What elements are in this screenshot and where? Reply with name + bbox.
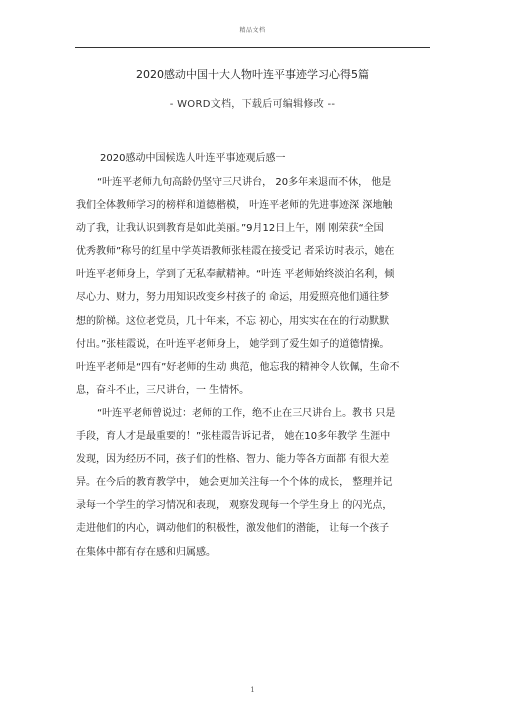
text-line: 优秀教师”称号的红星中学英语教师张桂霞在接受记 者采访时表示，她在 bbox=[76, 246, 395, 258]
body-text bbox=[76, 171, 432, 564]
text-line: 走进他们的内心，调动他们的积极性，激发他们的潜能， 让每一个孩子 bbox=[76, 523, 390, 535]
text-line: 手段，育人才是最重要的！”张桂霞告诉记者， 她在10多年教学 生涯中 bbox=[76, 431, 391, 443]
text-line: 叶连平老师是“四有”好老师的生动 典范，他忘我的精神令人钦佩，生命不 bbox=[76, 361, 400, 373]
document-subtitle: - WORD文档，下载后可编辑修改 -- bbox=[169, 99, 336, 110]
text-line: 异。在今后的教育教学中， 她会更加关注每一个个体的成长， 整理并记 bbox=[76, 477, 393, 489]
text-line: 录每一个学生的学习情况和表现， 观察发现每一个学生身上 的闪光点， bbox=[76, 500, 393, 512]
text-line: “叶连平老师曾说过：老师的工作，绝不止在三尺讲台上。教书 只是 bbox=[97, 407, 396, 419]
document-title: 2020感动中国十大人物叶连平事迹学习心得5篇 bbox=[136, 68, 369, 81]
page-number: 1 bbox=[250, 686, 255, 694]
text-line: “叶连平老师九旬高龄仍坚守三尺讲台， 20多年来退而不休， 他是 bbox=[97, 177, 392, 188]
text-line: 发现，因为经历不同，孩子们的性格、智力、能力等各方面都 有很大差 bbox=[76, 454, 390, 466]
text-line: 息，奋斗不止，三尺讲台，一 生情怀。 bbox=[76, 384, 250, 396]
text-line: 动了我，让我认识到教育是如此美丽。”9月12日上午，刚 刚荣获“全国 bbox=[76, 223, 384, 235]
text-line: 叶连平老师身上，学到了无私奉献精神。“叶连 平老师始终淡泊名利，倾 bbox=[76, 269, 395, 281]
header-label: 精品文档 bbox=[239, 27, 266, 34]
section-heading: 2020感动中国候选人叶连平事迹观后感一 bbox=[100, 153, 286, 164]
text-line: 付出。”张桂霞说，在叶连平老师身上， 她学到了爱生如子的道德情操。 bbox=[76, 338, 390, 350]
text-line: 想的阶梯。这位老党员，几十年来，不忘 初心，用实实在在的行动默默 bbox=[76, 315, 390, 327]
header-divider bbox=[75, 47, 430, 48]
text-line: 尽心力、财力，努力用知识改变乡村孩子的 命运，用爱照亮他们通往梦 bbox=[76, 292, 390, 304]
text-line: 在集体中都有存在感和归属感。 bbox=[76, 546, 216, 558]
text-line: 我们全体教师学习的榜样和道德楷模， 叶连平老师的先进事迹深 深地触 bbox=[76, 200, 393, 212]
